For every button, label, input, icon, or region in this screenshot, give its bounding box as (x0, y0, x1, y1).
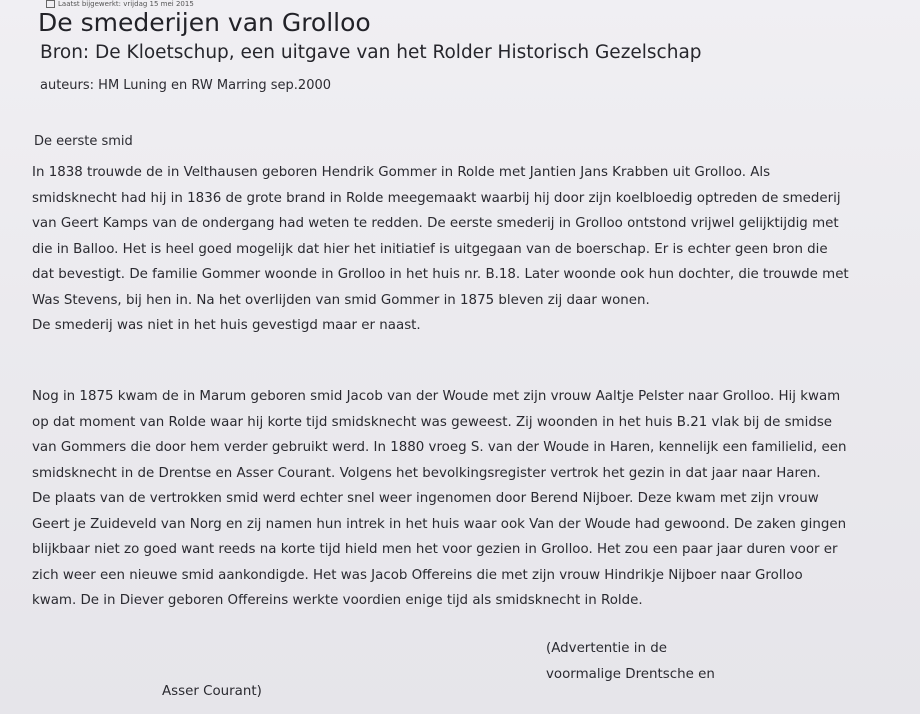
text-line: De smederij was niet in het huis gevestigd maar er naast. (32, 318, 421, 333)
page-title: De smederijen van Grolloo (38, 8, 371, 37)
text-line: die in Balloo. Het is heel goed mogelijk dat hier het initiatief is uitgegaan van de boerschap. Er is echter geen bron die (32, 241, 828, 257)
text-line: Geert je Zuideveld van Norg en zij namen hun intrek in het huis waar ook Van der Woude had gewoond. De zaken gingen (32, 516, 847, 532)
text-line: blijkbaar niet zo goed want reeds na korte tijd hield men het voor gezien in Grolloo. Het zou een paar jaar duren voor er (32, 542, 838, 557)
text-line: van Geert Kamps van de ondergang had weten te redden. De eerste smederij in Grolloo ontstond vrijwel gelijktijdig met (32, 216, 839, 231)
paragraph-later-smiths (32, 384, 880, 614)
advert-caption-line: voormalige Drentsche en (546, 667, 715, 682)
edit-icon (46, 0, 55, 8)
text-line: smidsknecht in de Drentse en Asser Courant. Volgens het bevolkingsregister vertrok het gezin in dat jaar naar Haren. (32, 465, 821, 481)
text-line: Nog in 1875 kwam de in Marum geboren smid Jacob van der Woude met zijn vrouw Aaltje Pelster naar Grolloo. Hij kwam (32, 389, 841, 404)
text-line: In 1838 trouwde de in Velthausen geboren Hendrik Gommer in Rolde met Jantien Jans Krabben uit Grolloo. Als (32, 165, 771, 180)
text-line: Was Stevens, bij hen in. Na het overlijden van smid Gommer in 1875 bleven zij daar wonen. (32, 292, 650, 308)
last-edited-note (46, 0, 194, 8)
last-edited-text: Laatst bijgewerkt: vrijdag 15 mei 2015 (58, 0, 194, 8)
advert-caption-tail: Asser Courant) (162, 684, 262, 699)
advert-caption (546, 636, 715, 688)
section-heading: De eerste smid (34, 134, 133, 149)
text-line: De plaats van de vertrokken smid werd echter snel weer ingenomen door Berend Nijboer. Deze kwam met zijn vrouw (32, 491, 819, 506)
authors-line: auteurs: HM Luning en RW Marring sep.2000 (40, 78, 332, 93)
text-line: kwam. De in Diever geboren Offereins werkte voordien enige tijd als smidsknecht in Rolde. (32, 593, 643, 608)
advert-caption-line: (Advertentie in de (546, 641, 667, 656)
source-line: Bron: De Kloetschup, een uitgave van het Rolder Historisch Gezelschap (40, 42, 702, 63)
text-line: smidsknecht had hij in 1836 de grote brand in Rolde meegemaakt waarbij hij door zijn koelbloedig optreden de smederij (32, 190, 841, 206)
text-line: dat bevestigt. De familie Gommer woonde in Grolloo in het huis nr. B.18. Later woonde ook hun dochter, die trouwde met (32, 267, 849, 282)
paragraph-first-smith (32, 160, 880, 339)
text-line: zich weer een nieuwe smid aankondigde. Het was Jacob Offereins die met zijn vrouw Hindrikje Nijboer naar Grolloo (32, 567, 803, 583)
text-line: op dat moment van Rolde waar hij korte tijd smidsknecht was geweest. Zij woonden in het huis B.21 vlak bij de smidse (32, 414, 833, 430)
text-line: van Gommers die door hem verder gebruikt werd. In 1880 vroeg S. van der Woude in Haren, kennelijk een familielid, een (32, 440, 847, 455)
